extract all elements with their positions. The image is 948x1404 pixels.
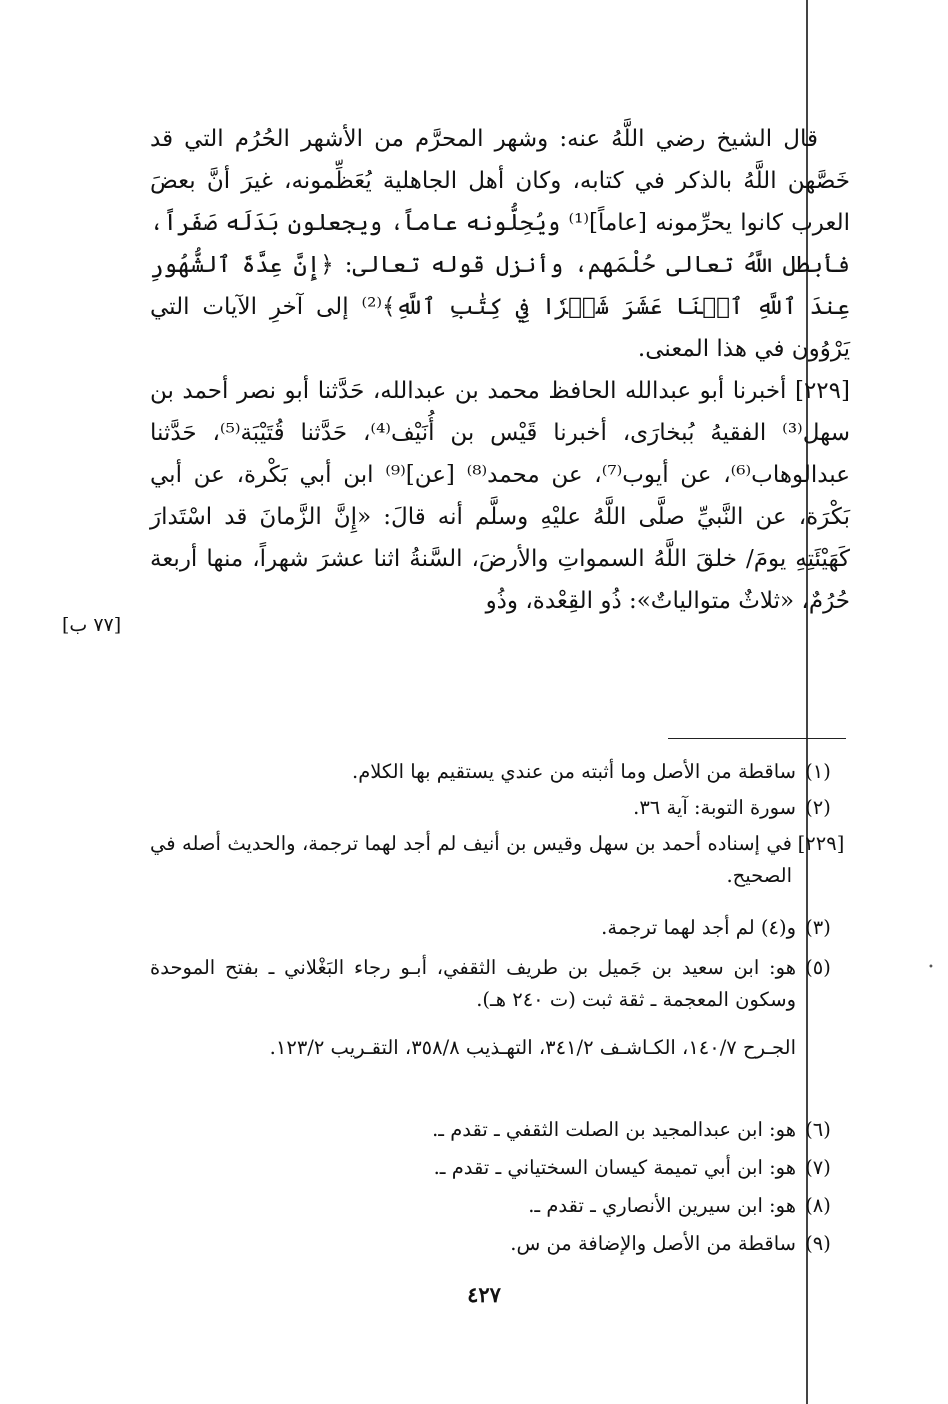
footnote-3-4 <box>150 912 840 944</box>
footnote-number: (٣) <box>805 916 831 939</box>
footnote-5-references <box>150 1032 840 1064</box>
footnote-text: و(٤) لم أجد لهما ترجمة. <box>601 916 796 939</box>
footnote-number: (٥) <box>805 956 831 979</box>
footnote-5 <box>150 952 840 1016</box>
footnote-separator <box>668 738 846 739</box>
footnote-text: ساقطة من الأصل والإضافة من س. <box>510 1232 796 1255</box>
footnote-9 <box>150 1228 840 1260</box>
footnote-text: سورة التوبة: آية ٣٦. <box>633 796 796 819</box>
main-text <box>150 118 850 622</box>
footnote-8 <box>150 1190 840 1222</box>
footnote-1 <box>150 756 840 788</box>
footnote-number <box>796 1032 840 1064</box>
footnote-number: (٢) <box>805 796 831 819</box>
footnote-number: (٧) <box>805 1156 831 1179</box>
intro-paragraph: قال الشيخ رضي اللَّهُ عنه: وشهر المحرَّم من الأشهر الحُرُم التي قد خَصَّهن اللَّهُ بالذكر في كتابه، وكان أهل الجاهلية يُعَظِّمونه، غيرَ أنَّ بعضَ العرب كانوا يحرِّمونه [عاماً]⁽¹⁾ ويُحِلُّونه عاماً، ويجعلون بَدَلَه صَفَراً، فأبطل اللَّهُ تعالى حُلْمَهم، وأنزل قوله تعالى: ﴿إِنَّ عِدَّةَ ٱلشُّهُورِ عِندَ ٱللَّهِ ٱثۡنَا عَشَرَ شَهۡرٗا فِي كِتَٰبِ ٱللَّهِ﴾⁽²⁾ إلى آخرِ الآيات التي يَرْوُون في هذا المعنى. <box>150 126 850 362</box>
footnote-text: الجـرح ١٤٠/٧، الكـاشـف ٣٤١/٢، التهـذيب ٣٥٨/٨، التقـريب ١٢٣/٢. <box>269 1036 796 1059</box>
page-number: ٤٢٧ <box>467 1282 501 1307</box>
footnote-number: (١) <box>805 760 831 783</box>
footnote-text: في إسناده أحمد بن سهل وقيس بن أنيف لم أجد لهما ترجمة، والحديث أصله في الصحيح. <box>150 832 792 887</box>
footnote-text: هو: ابن عبدالمجيد بن الصلت الثقفي ـ تقدم ـ. <box>432 1118 796 1141</box>
footnote-text: ساقطة من الأصل وما أثبته من عندي يستقيم بها الكلام. <box>352 760 796 783</box>
footnote-number: (٦) <box>805 1118 831 1141</box>
footnote-229 <box>150 828 850 892</box>
footnote-number: (٩) <box>805 1232 831 1255</box>
footnote-number: (٨) <box>805 1194 831 1217</box>
manuscript-folio-marker: [٧٧ ب] <box>62 614 122 636</box>
footnote-text: هو: ابن أبي تميمة كيسان السختياني ـ تقدم ـ. <box>433 1156 796 1179</box>
footnote-7 <box>150 1152 840 1184</box>
footnote-text: هو: ابن سيرين الأنصاري ـ تقدم ـ. <box>528 1194 796 1217</box>
hadith-paragraph: [٢٢٩] أخبرنا أبو عبدالله الحافظ محمد بن عبدالله، حَدَّثنا أبو نصر أحمد بن سهل⁽³⁾ الفقيهُ بُبخارَى، أخبرنا قَيْس بن أُنَيْف⁽⁴⁾، حَدَّثنا قُتَيْبَة⁽⁵⁾، حَدَّثنا عبدالوهاب⁽⁶⁾، عن أيوب⁽⁷⁾، عن محمد⁽⁸⁾ [عن]⁽⁹⁾ ابن أبي بَكْرة، عن أبي بَكْرَة، عن النَّبيِّ صلَّى اللَّهُ عليْهِ وسلَّم أنه قالَ: «إِنَّ الزَّمانَ قد اسْتَدارَ كَهَيْئَتِهِ يومَ/ خلقَ اللَّهُ السمواتِ والأرضَ، السَّنةُ اثنا عشرَ شهراً، منها أربعة حُرُمٌ، «ثلاثٌ متوالياتٌ»: ذُو القِعْدة، وذُو <box>150 378 850 614</box>
scan-speck: • <box>928 962 934 973</box>
footnote-2 <box>150 792 840 824</box>
footnote-number: [٢٢٩] <box>797 832 845 855</box>
footnote-text: هو: ابن سعيد بن جَميل بن طريف الثقفي، أبـو رجاء البَغْلاني ـ بفتح الموحدة وسكون المعجمة ـ ثقة ثبت (ت ٢٤٠ هـ). <box>150 956 796 1011</box>
footnote-6 <box>150 1114 840 1146</box>
